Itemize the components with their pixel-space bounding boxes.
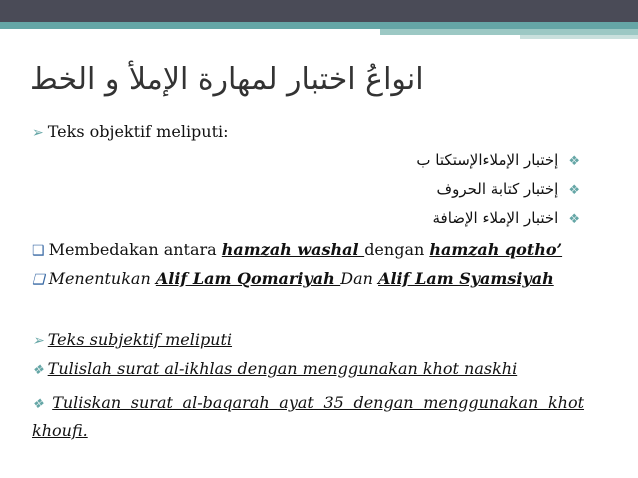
bullet-text: Dan (340, 269, 379, 288)
diamond-bullet-icon: ❖ (32, 397, 49, 412)
bullet-objektif (32, 122, 638, 143)
bullet-hamzah (32, 240, 638, 261)
bullet-text: Teks subjektif meliputi (47, 330, 233, 349)
arabic-item-2 (280, 180, 580, 198)
top-accent-bar (0, 22, 638, 29)
bullet-text: Tuliskan surat al-baqarah ayat 35 dengan menggunakan khot khoufi. (32, 393, 585, 440)
arrow-bullet-icon: ➢ (32, 125, 44, 141)
bullet-alif-lam (32, 269, 638, 290)
square-bullet-icon: ❑ (32, 272, 45, 288)
diamond-bullet-icon: ❖ (568, 212, 580, 227)
bullet-text: Membedakan antara (48, 240, 222, 259)
term-alif-lam-qomariyah: Alif Lam Qomariyah (155, 269, 341, 288)
accent-stripe-light (520, 35, 638, 39)
arrow-bullet-icon: ➢ (32, 333, 44, 349)
diamond-bullet-icon: ❖ (32, 363, 44, 378)
bullet-text: dengan (364, 240, 430, 259)
arabic-item-1 (280, 151, 580, 169)
arabic-item-text: اختبار الإملاء الإضافة (432, 209, 559, 227)
bullet-tuliskan (32, 390, 584, 444)
arabic-item-text: إختبار الإملاءالإستكتا ب (416, 151, 559, 169)
bullet-text: Teks objektif meliputi: (47, 122, 229, 141)
bullet-subjektif (32, 330, 638, 351)
term-hamzah-washal: hamzah washal (221, 240, 365, 259)
bullet-text: Tulislah surat al-ikhlas dengan menggunakan khot naskhi (47, 359, 518, 378)
diamond-bullet-icon: ❖ (568, 183, 580, 198)
bullet-tulislah (32, 359, 638, 381)
term-hamzah-qotho: hamzah qotho’ (429, 240, 563, 259)
square-bullet-icon: ❑ (32, 243, 45, 259)
bullet-text: Menentukan (48, 269, 156, 288)
arabic-item-3 (280, 209, 580, 227)
slide-title: انواعُ اختبار لمهارة الإملأ و الخط (30, 62, 424, 97)
term-alif-lam-syamsiyah: Alif Lam Syamsiyah (378, 269, 554, 288)
top-bar (0, 0, 638, 22)
arabic-item-text: إختبار كتابة الحروف (436, 180, 559, 198)
diamond-bullet-icon: ❖ (568, 154, 580, 169)
